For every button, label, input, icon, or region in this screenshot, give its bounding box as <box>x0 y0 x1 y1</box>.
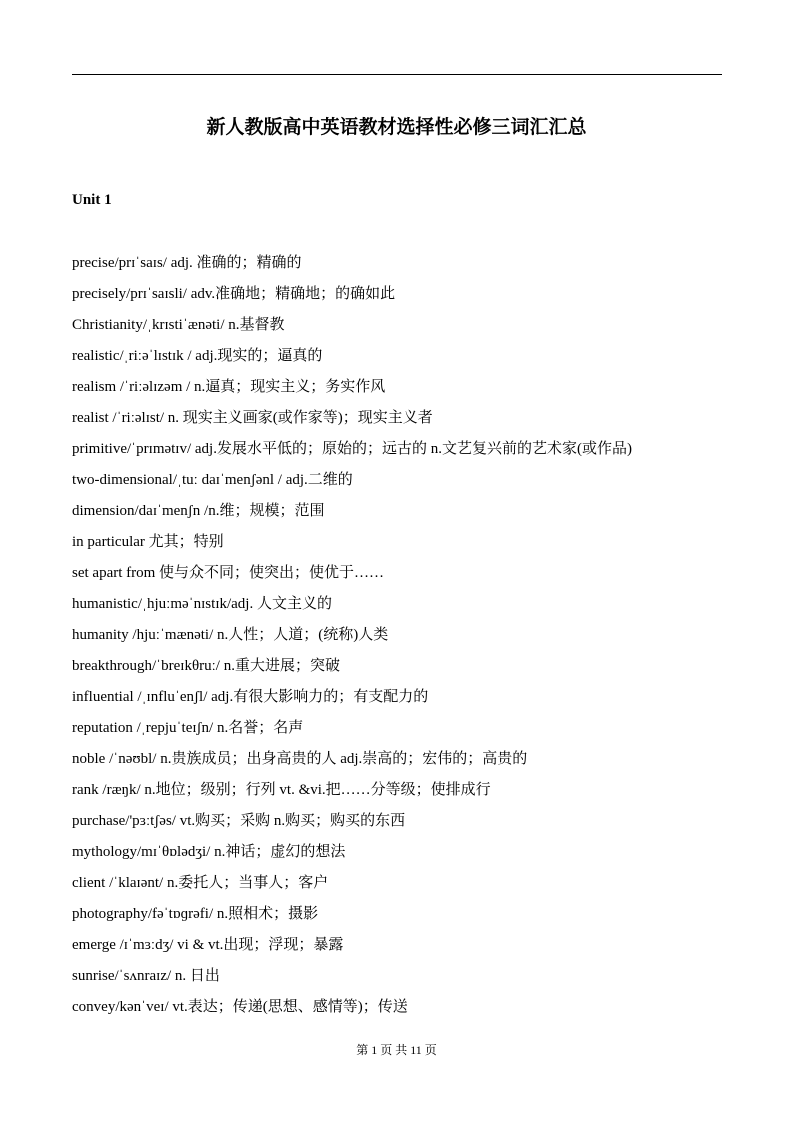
page-title: 新人教版高中英语教材选择性必修三词汇汇总 <box>206 117 587 138</box>
unit-heading: Unit 1 <box>72 192 112 208</box>
vocab-entry: sunrise/ˈsʌnraɪz/ n. 日出 <box>72 968 220 984</box>
vocab-entry: emerge /ɪˈmɜːdʒ/ vi & vt.出现；浮现；暴露 <box>72 937 344 953</box>
vocab-entry: noble /ˈnəʊbl/ n.贵族成员；出身高贵的人 adj.崇高的；宏伟的；高贵的 <box>72 751 528 767</box>
vocab-entry: purchase/'pɜːtʃəs/ vt.购买；采购 n.购买；购买的东西 <box>72 813 406 829</box>
vocab-entry: dimension/daɪˈmenʃn /n.维；规模；范围 <box>72 503 325 519</box>
vocab-entry: mythology/mɪˈθɒlədʒi/ n.神话；虚幻的想法 <box>72 844 346 860</box>
vocab-entry: humanity /hjuːˈmænəti/ n.人性；人道；(统称)人类 <box>72 627 389 643</box>
vocab-entry: client /ˈklaɪənt/ n.委托人；当事人；客户 <box>72 875 329 891</box>
vocab-entry: precisely/prɪˈsaɪsli/ adv.准确地；精确地；的确如此 <box>72 286 396 302</box>
vocab-entry: humanistic/ˌhjuːməˈnɪstɪk/adj. 人文主义的 <box>72 596 332 612</box>
vocab-entry: in particular 尤其；特别 <box>72 534 224 550</box>
vocab-entry: primitive/ˈprɪmətɪv/ adj.发展水平低的；原始的；远古的 n.文艺复兴前的艺术家(或作品) <box>72 441 632 457</box>
vocab-entry: set apart from 使与众不同；使突出；使优于…… <box>72 565 385 581</box>
vocab-entry: two-dimensional/ˌtuː daɪˈmenʃənl / adj.二维的 <box>72 472 353 488</box>
vocab-entry: Christianity/ˌkrɪstiˈænəti/ n.基督教 <box>72 317 285 333</box>
vocab-entry: reputation /ˌrepjuˈteɪʃn/ n.名誉；名声 <box>72 720 304 736</box>
vocabulary-list <box>72 252 732 1027</box>
vocab-entry: realistic/ˌriːəˈlɪstɪk / adj.现实的；逼真的 <box>72 348 323 364</box>
vocab-entry: rank /ræŋk/ n.地位；级别；行列 vt. &vi.把……分等级；使排成行 <box>72 782 491 798</box>
vocab-entry: precise/prɪˈsaɪs/ adj. 准确的；精确的 <box>72 255 302 271</box>
vocab-entry: realist /ˈriːəlɪst/ n. 现实主义画家(或作家等)；现实主义者 <box>72 410 433 426</box>
vocab-entry: influential /ˌɪnfluˈenʃl/ adj.有很大影响力的；有支配力的 <box>72 689 429 705</box>
header-rule <box>72 74 722 75</box>
vocab-entry: breakthrough/ˈbreɪkθruː/ n.重大进展；突破 <box>72 658 340 674</box>
vocab-entry: photography/fəˈtɒɡrəfi/ n.照相术；摄影 <box>72 906 319 922</box>
vocab-entry: realism /ˈriːəlɪzəm / n.逼真；现实主义；务实作风 <box>72 379 386 395</box>
vocab-entry: convey/kənˈveɪ/ vt.表达；传递(思想、感情等)；传送 <box>72 999 408 1015</box>
page-number: 第 1 页 共 11 页 <box>356 1043 437 1057</box>
